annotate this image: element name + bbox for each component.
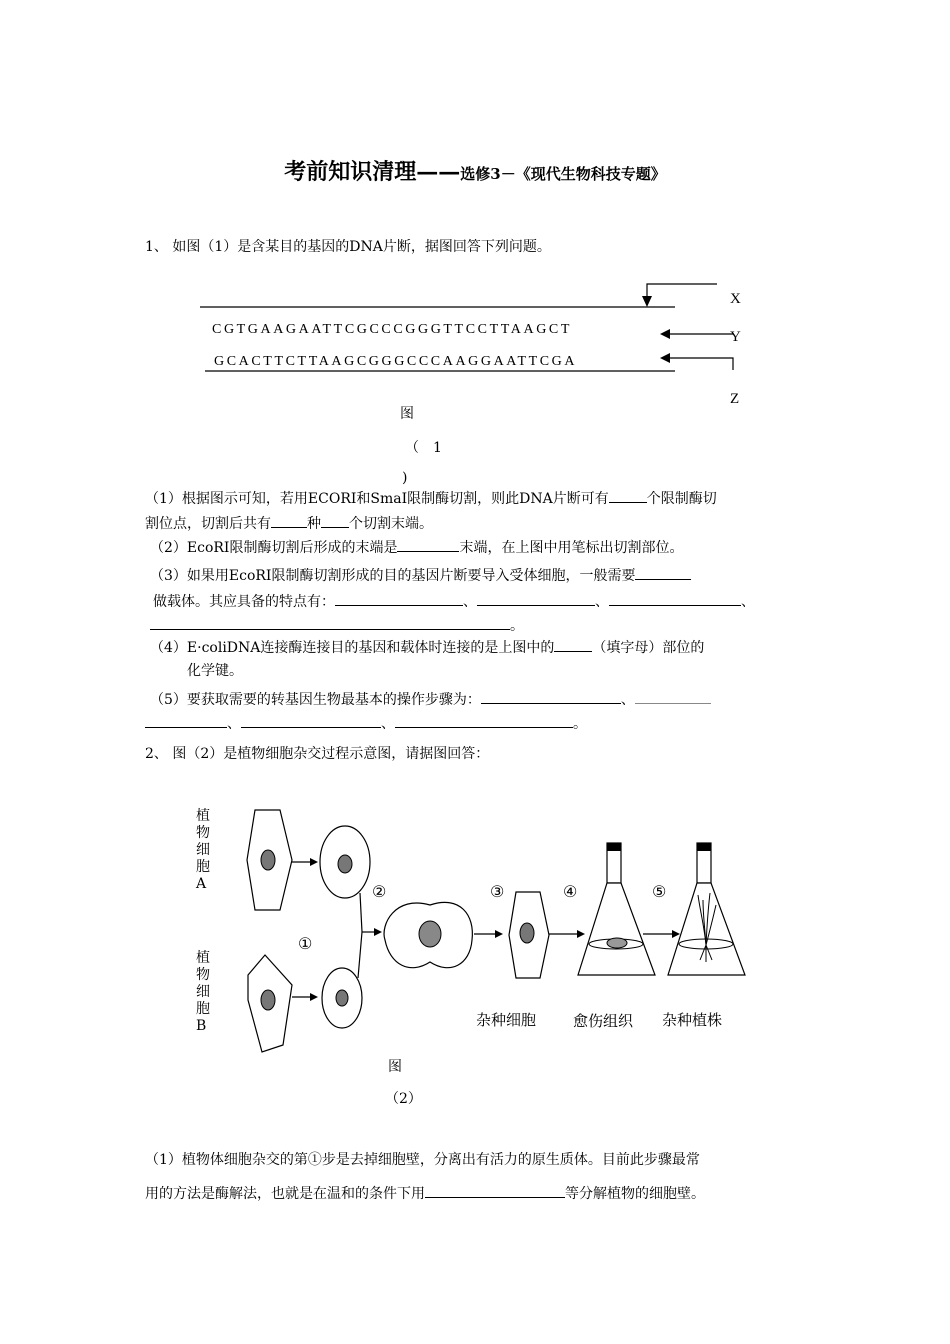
cell-a-label: 植物细胞A (196, 808, 210, 892)
z-arrow-head (660, 353, 670, 363)
blank[interactable] (609, 590, 741, 606)
fig1-caption-a: 图 (400, 406, 414, 422)
cell-a-nucleus (261, 850, 275, 870)
step-4-label: ④ (563, 882, 578, 901)
q2-part1-line1: （1）植物体细胞杂交的第①步是去掉细胞壁，分离出有活力的原生质体。目前此步骤最常 (145, 1152, 700, 1168)
callus-label: 愈伤组织 (573, 1012, 634, 1030)
hybrid-cell-label: 杂种细胞 (476, 1011, 537, 1029)
blank[interactable] (241, 712, 381, 728)
blank[interactable] (477, 590, 595, 606)
q1-part5-line2: 、 、 。 (145, 712, 587, 734)
fig2-caption-a: 图 (388, 1059, 402, 1075)
q2-part1-line2: 用的方法是酶解法，也就是在温和的条件下用 等分解植物的细胞壁。 (145, 1182, 705, 1204)
step-1-label: ① (298, 934, 313, 953)
label-z: Z (730, 391, 740, 407)
fig1-caption-b: （ 1 (405, 440, 442, 456)
blank[interactable] (635, 564, 691, 580)
blank[interactable] (635, 688, 711, 704)
cell-b-label: 植物细胞B (196, 950, 210, 1034)
q1-part1-line2: 割位点，切割后共有 种 个切割末端。 (145, 512, 433, 534)
q1-part4-line2: 化学键。 (187, 663, 243, 679)
flask-1-body (578, 883, 655, 975)
title-sub: 选修3－《现代生物科技专题》 (460, 165, 666, 183)
blank[interactable] (425, 1182, 565, 1198)
cell-b-nucleus (261, 990, 275, 1010)
q1-part3-line1: （3）如果用EcoRI限制酶切割形成的目的基因片断要导入受体细胞，一般需要 (150, 564, 691, 586)
step-5-label: ⑤ (652, 882, 667, 901)
blank[interactable] (395, 712, 573, 728)
fig1-caption-c: ) (402, 470, 408, 486)
blank[interactable] (397, 536, 459, 552)
step-2-label: ② (372, 882, 387, 901)
blank[interactable] (271, 512, 307, 528)
blank[interactable] (481, 688, 621, 704)
q1-part3-line3: 。 (150, 614, 524, 636)
q1-part2: （2）EcoRI限制酶切割后形成的末端是 末端，在上图中用笔标出切割部位。 (150, 536, 683, 558)
x-arrow-line (647, 284, 717, 302)
blank[interactable] (321, 512, 349, 528)
hybrid-plant-label: 杂种植株 (662, 1011, 723, 1029)
q1-part4-line1: （4）E·coliDNA连接酶连接目的基因和载体时连接的是上图中的 （填字母）部位的 (150, 636, 704, 658)
blank[interactable] (554, 636, 592, 652)
dna-top-sequence: CGTGAAGAATTCGCCCGGGTTCCTTAAGCT (212, 322, 572, 337)
q1-intro: 1、 如图（1）是含某目的基因的DNA片断，据图回答下列问题。 (145, 239, 551, 255)
q1-part3-line2: 做载体。其应具备的特点有： 、 、 、 (153, 590, 755, 612)
z-arrow-line (668, 358, 733, 370)
x-arrow-head (642, 296, 652, 307)
title-main: 考前知识清理—— (284, 159, 461, 185)
label-y: Y (730, 329, 741, 345)
y-arrow-head (660, 329, 670, 339)
q1-part1-line1: （1）根据图示可知，若用ECORI和SmaI限制酶切割，则此DNA片断可有 个限制酶切 (145, 487, 717, 509)
step-3-label: ③ (490, 882, 505, 901)
q2-intro: 2、 图（2）是植物细胞杂交过程示意图，请据图回答： (145, 746, 490, 762)
fig2-caption-b: （2） (385, 1091, 422, 1107)
blank[interactable] (609, 487, 647, 503)
dna-bottom-sequence: GCACTTCTTAAGCGGGCCCAAGGAATTCGA (214, 354, 578, 369)
blank[interactable] (145, 712, 227, 728)
blank[interactable] (150, 614, 510, 630)
blank[interactable] (335, 590, 463, 606)
label-x: X (730, 291, 741, 307)
q1-part5-line1: （5）要获取需要的转基因生物最基本的操作步骤为： 、 (150, 688, 711, 710)
